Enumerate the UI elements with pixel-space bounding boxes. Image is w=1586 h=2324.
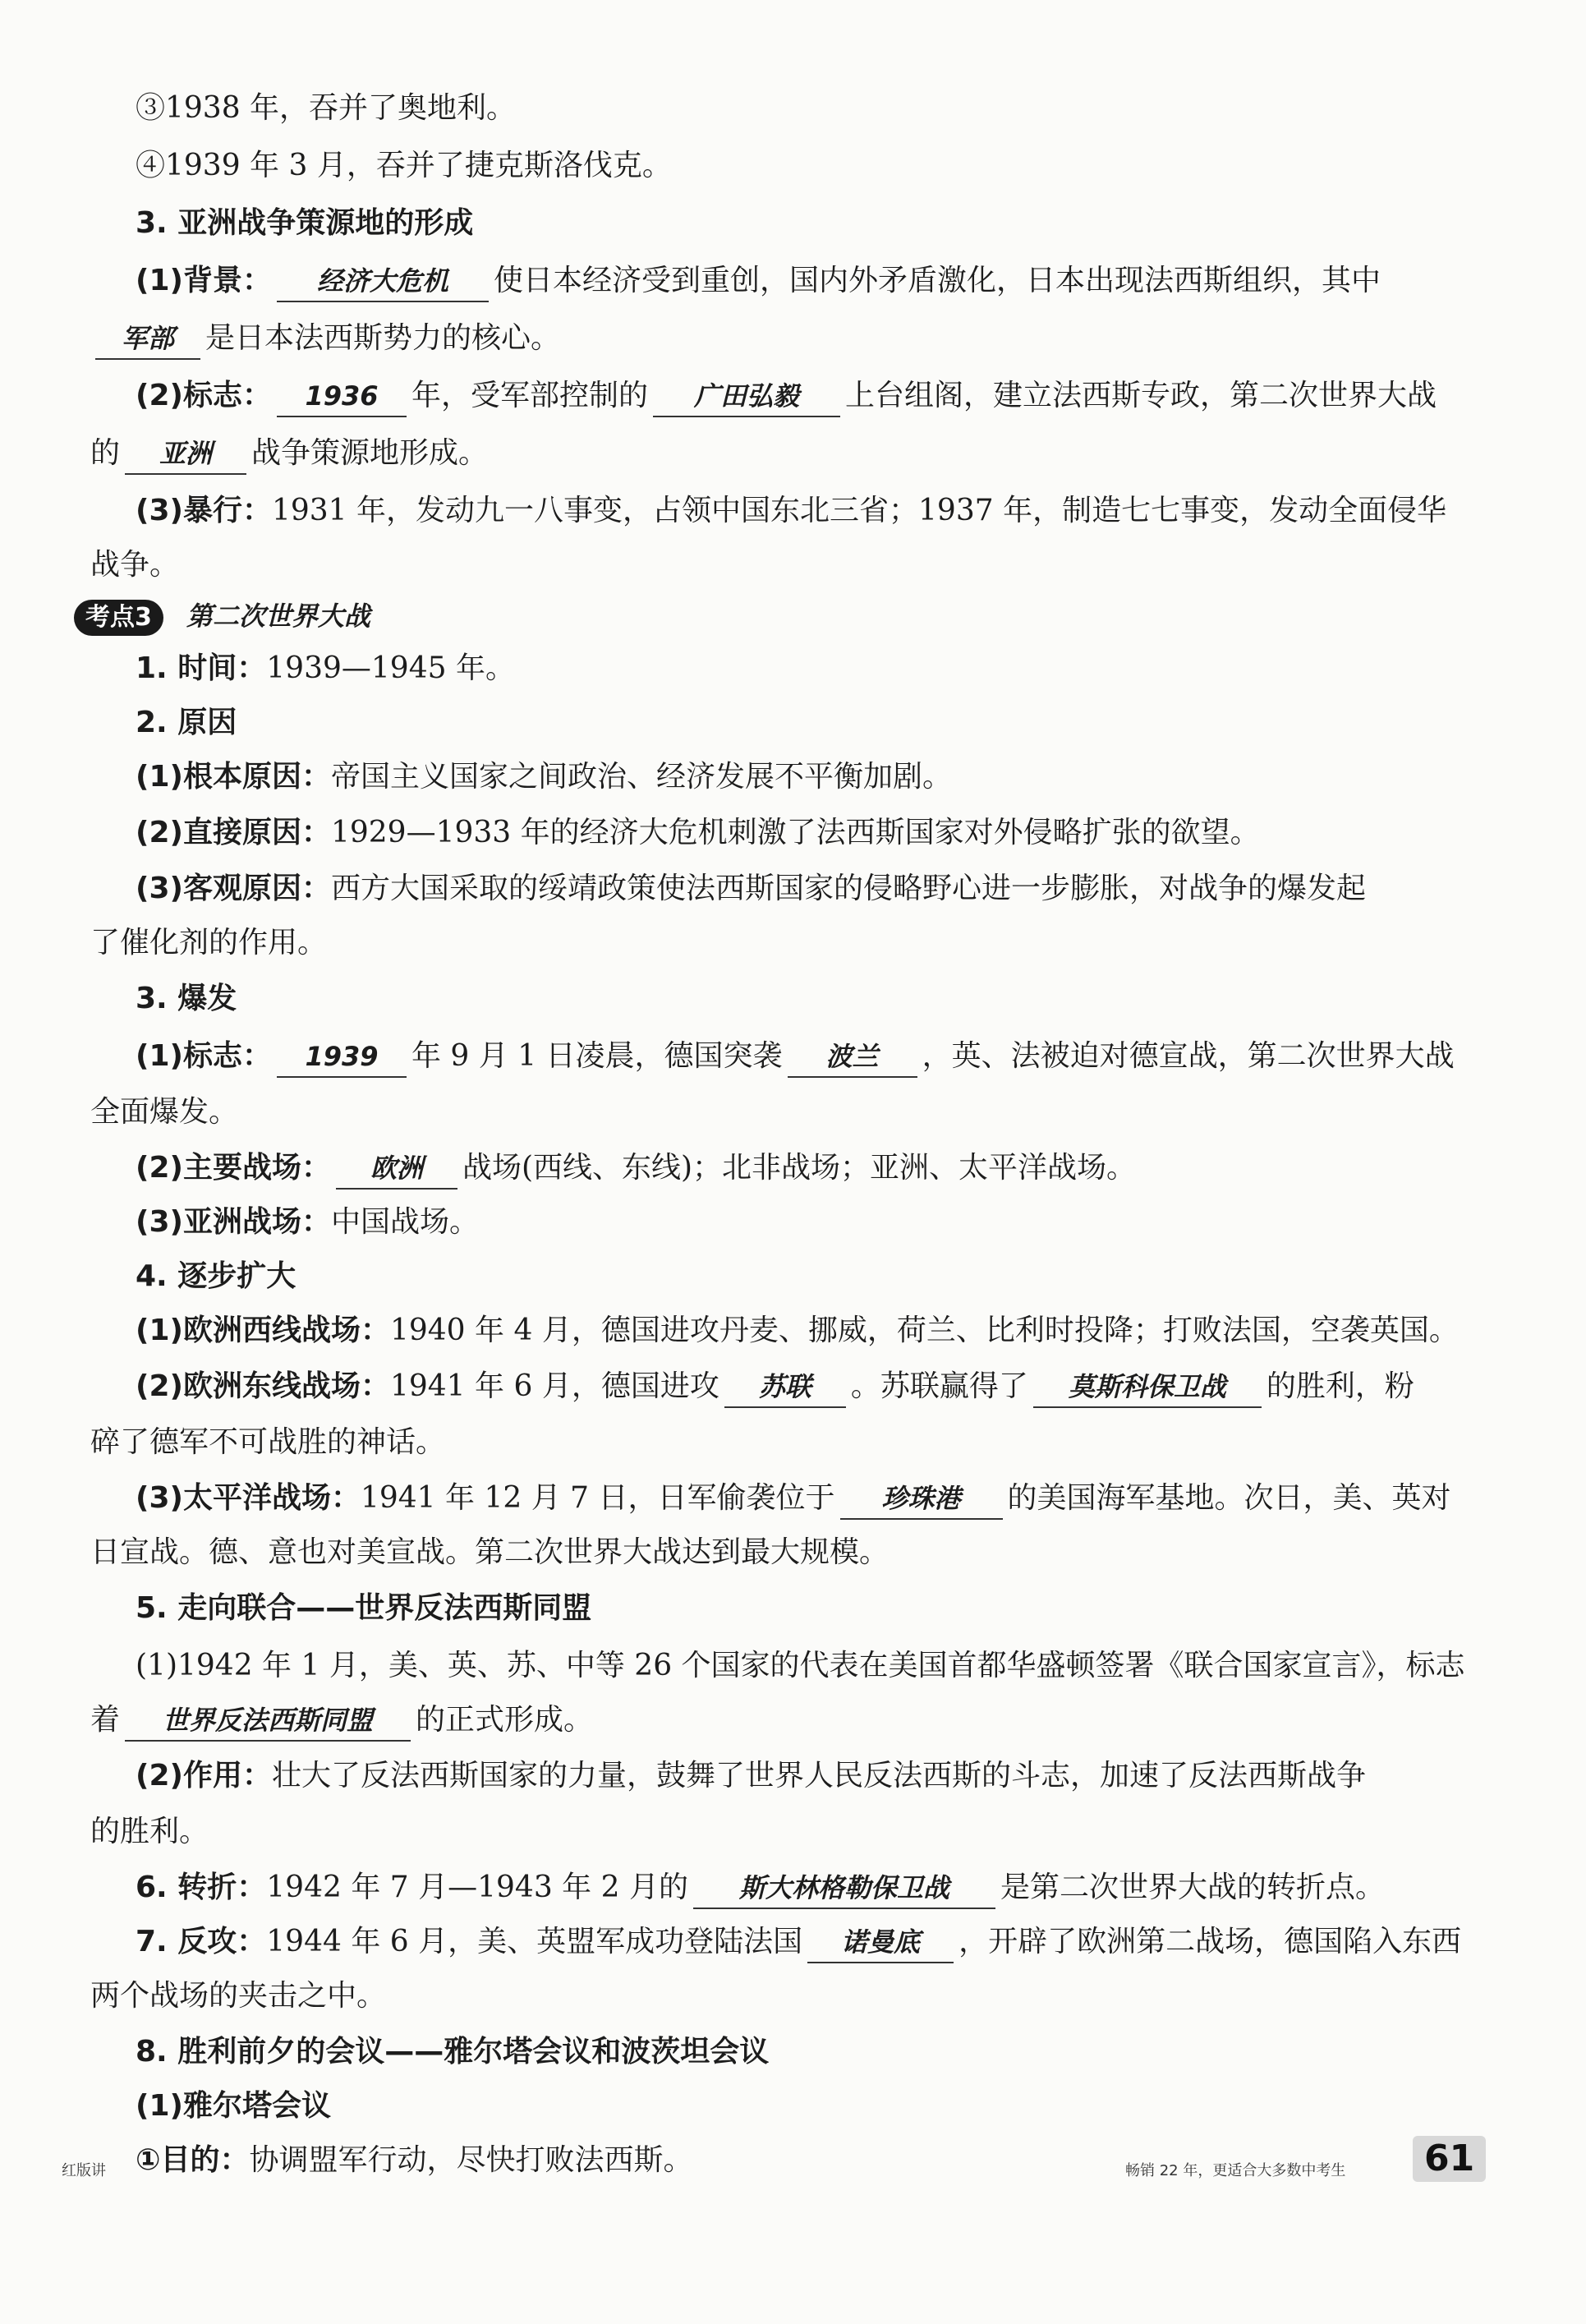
text-line: 着 世界反法西斯同盟 的正式形成。 bbox=[90, 1700, 1446, 1742]
text-line: 日宣战。德、意也对美宣战。第二次世界大战达到最大规模。 bbox=[90, 1535, 890, 1569]
text-line: 的 亚洲 战争策源地形成。 bbox=[90, 434, 1446, 475]
sub-heading: 4. 逐步扩大 bbox=[136, 1259, 297, 1293]
section-title: 第二次世界大战 bbox=[186, 601, 370, 632]
text-line: ①目的：协调盟军行动，尽快打败法西斯。 bbox=[136, 2143, 693, 2177]
fill-blank: 波兰 bbox=[788, 1037, 917, 1078]
text-line: 战争。 bbox=[90, 548, 180, 582]
text-line: 碎了德军不可战胜的神话。 bbox=[90, 1425, 446, 1459]
sub-heading: 2. 原因 bbox=[136, 706, 237, 739]
text-line: (1)1942 年 1 月，美、英、苏、中等 26 个国家的代表在美国首都华盛顿签署《联合国家宣言》，标志 bbox=[136, 1649, 1465, 1682]
text-line: ④1939 年 3 月，吞并了捷克斯洛伐克。 bbox=[136, 149, 672, 182]
text-line: (3)亚洲战场：中国战场。 bbox=[136, 1205, 479, 1239]
text-line: (3)太平洋战场：1941 年 12 月 7 日，日军偷袭位于 珍珠港 的美国海军基地。次日，美、英对 bbox=[136, 1479, 1446, 1520]
text-line: (1)标志： 1939 年 9 月 1 日凌晨，德国突袭 波兰 ，英、法被迫对德宣战，第二次世界大战 bbox=[136, 1037, 1446, 1078]
fill-blank: 莫斯科保卫战 bbox=[1033, 1367, 1262, 1408]
section-heading: 3. 亚洲战争策源地的形成 bbox=[136, 206, 474, 240]
footer-brand: 红版讲 bbox=[62, 2162, 106, 2179]
fill-blank: 珍珠港 bbox=[840, 1479, 1003, 1520]
text-line: (2)欧洲东线战场：1941 年 6 月，德国进攻 苏联 。苏联赢得了 莫斯科保卫战 的胜利，粉 bbox=[136, 1367, 1446, 1408]
fill-blank: 诺曼底 bbox=[807, 1922, 954, 1963]
kaodian-badge: 考点3 bbox=[74, 600, 163, 636]
fill-blank: 广田弘毅 bbox=[653, 376, 840, 417]
sub-heading: 8. 胜利前夕的会议——雅尔塔会议和波茨坦会议 bbox=[136, 2035, 770, 2069]
text-line: (3)客观原因：西方大国采取的绥靖政策使法西斯国家的侵略野心进一步膨胀，对战争的爆发起 bbox=[136, 872, 1366, 905]
text-line: 军部 是日本法西斯势力的核心。 bbox=[90, 319, 1446, 360]
text-line: (2)标志： 1936 年，受军部控制的 广田弘毅 上台组阁，建立法西斯专政，第二次世界大战 bbox=[136, 376, 1446, 417]
sub-heading: 5. 走向联合——世界反法西斯同盟 bbox=[136, 1591, 592, 1625]
fill-blank: 斯大林格勒保卫战 bbox=[693, 1868, 995, 1909]
text-line: (3)暴行：1931 年，发动九一八事变，占领中国东北三省；1937 年，制造七七事变，发动全面侵华 bbox=[136, 494, 1447, 527]
sub-heading: 3. 爆发 bbox=[136, 982, 237, 1015]
text-line: (1)根本原因：帝国主义国家之间政治、经济发展不平衡加剧。 bbox=[136, 760, 952, 794]
text-line: 了催化剂的作用。 bbox=[90, 926, 328, 960]
text-line: (1)背景： 经济大危机 使日本经济受到重创，国内外矛盾激化，日本出现法西斯组织，其中 bbox=[136, 261, 1446, 302]
fill-blank: 军部 bbox=[95, 319, 200, 360]
text-line: 两个战场的夹击之中。 bbox=[90, 1979, 387, 2013]
fill-blank: 欧洲 bbox=[336, 1148, 457, 1190]
fill-blank: 1939 bbox=[277, 1037, 407, 1078]
fill-blank: 经济大危机 bbox=[277, 261, 489, 302]
text-line: (2)作用：壮大了反法西斯国家的力量，鼓舞了世界人民反法西斯的斗志，加速了反法西斯战争 bbox=[136, 1759, 1366, 1792]
section-header bbox=[74, 596, 1446, 636]
text-line: 6. 转折：1942 年 7 月—1943 年 2 月的 斯大林格勒保卫战 是第二次世界大战的转折点。 bbox=[136, 1868, 1446, 1909]
text-line: ③1938 年，吞并了奥地利。 bbox=[136, 91, 517, 125]
text-line: 1. 时间：1939—1945 年。 bbox=[136, 651, 515, 685]
sub-heading: (1)雅尔塔会议 bbox=[136, 2089, 331, 2123]
text-line: 的胜利。 bbox=[90, 1815, 209, 1848]
fill-blank: 1936 bbox=[277, 376, 407, 417]
text-line: 全面爆发。 bbox=[90, 1095, 239, 1129]
text-line: (1)欧洲西线战场：1940 年 4 月，德国进攻丹麦、挪威，荷兰、比利时投降；打败法国，空袭英国。 bbox=[136, 1314, 1459, 1347]
footer-slogan: 畅销 22 年，更适合大多数中考生 bbox=[1125, 2162, 1346, 2179]
page-number: 61 bbox=[1413, 2136, 1486, 2182]
fill-blank: 苏联 bbox=[724, 1367, 846, 1408]
fill-blank: 世界反法西斯同盟 bbox=[125, 1700, 411, 1742]
fill-blank: 亚洲 bbox=[125, 434, 246, 475]
text-line: (2)主要战场： 欧洲 战场(西线、东线)；北非战场；亚洲、太平洋战场。 bbox=[136, 1148, 1446, 1190]
text-line: (2)直接原因：1929—1933 年的经济大危机刺激了法西斯国家对外侵略扩张的欲望。 bbox=[136, 816, 1260, 849]
text-line: 7. 反攻：1944 年 6 月，美、英盟军成功登陆法国 诺曼底 ，开辟了欧洲第二战场，德国陷入东西 bbox=[136, 1922, 1446, 1963]
